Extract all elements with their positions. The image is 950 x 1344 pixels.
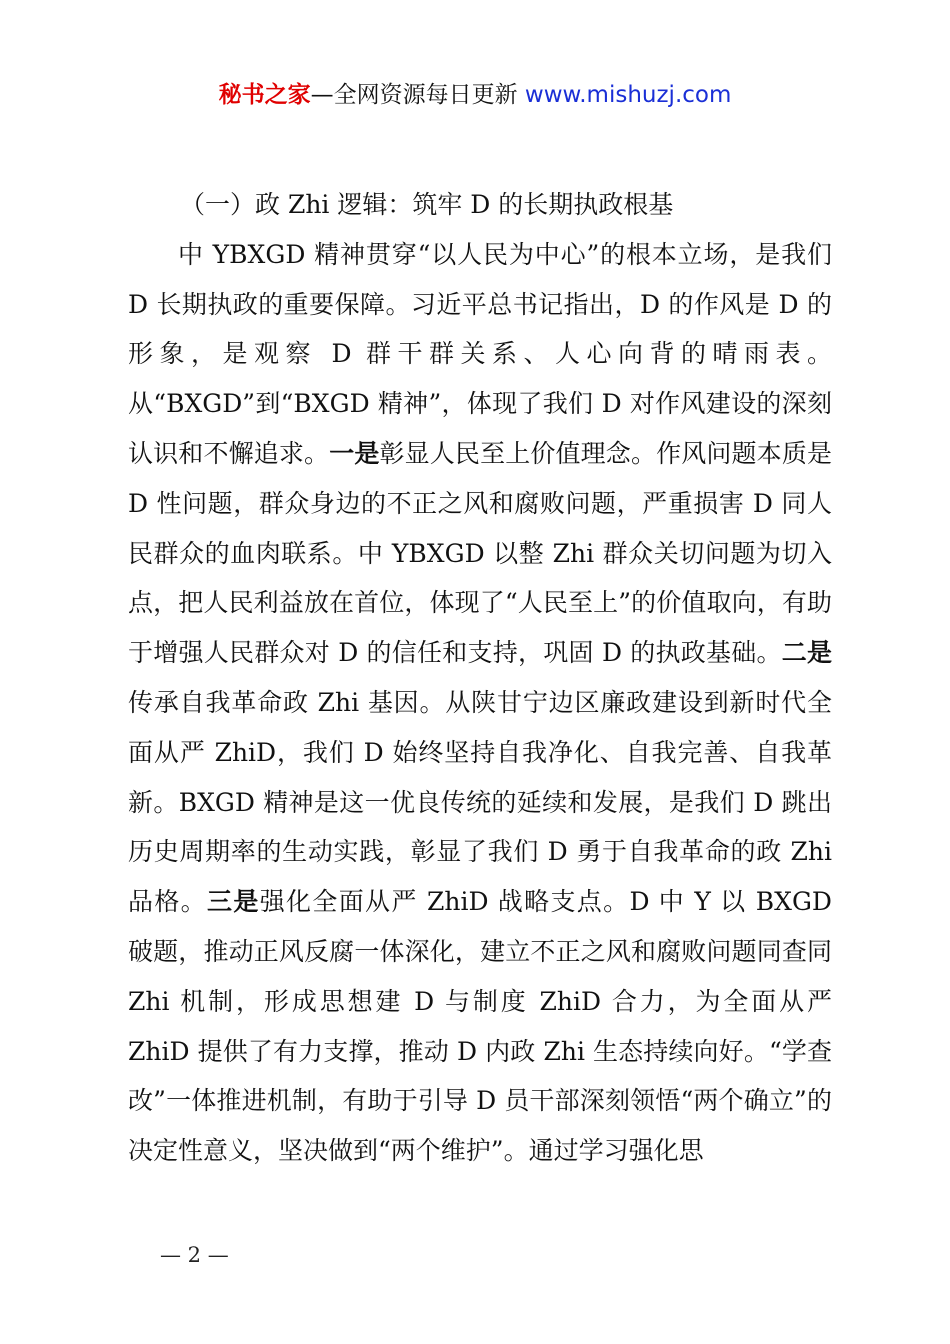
- brand-name: 秘书之家: [218, 82, 311, 108]
- paragraph-intro: 中 YBXGD 精神贯穿“以人民为中心”的根本立场，是我们 D 长期执政的重要保障。习近平总书记指出，D 的作风是 D 的形象，是观察 D 群干群关系、人心向背的晴雨表。从“BXGD”到“BXGD 精神”，体现了我们 D 对作风建设的深刻认识和不懈追求。: [128, 239, 832, 468]
- body-paragraph: [128, 230, 832, 1176]
- site-header: [0, 78, 950, 112]
- point-two-text: 传承自我革命政 Zhi 基因。从陕甘宁边区廉政建设到新时代全面从严 ZhiD，我们 D 始终坚持自我净化、自我完善、自我革新。BXGD 精神是这一优良传统的延续和发展，是我们 D 跳出历史周期率的生动实践，彰显了我们 D 勇于自我革命的政 Zhi 品格。: [128, 687, 832, 917]
- point-three-label: 三是: [207, 887, 260, 917]
- site-url[interactable]: www.mishuzj.com: [524, 82, 732, 108]
- document-body: [128, 180, 832, 1176]
- point-three-text: 强化全面从严 ZhiD 战略支点。D 中 Y 以 BXGD 破题，推动正风反腐一体深化，建立不正之风和腐败问题同查同 Zhi 机制，形成思想建 D 与制度 ZhiD 合力，为全面从严 ZhiD 提供了有力支撑，推动 D 内政 Zhi 生态持续向好。“学查改”一体推进机制，有助于引导 D 员干部深刻领悟“两个确立”的决定性意义，坚决做到“两个维护”。通过学习强化思: [128, 887, 832, 1166]
- point-one-label: 一是: [329, 438, 380, 468]
- header-tagline: —全网资源每日更新: [310, 82, 525, 108]
- point-two-label: 二是: [781, 638, 832, 668]
- page-number: — 2 —: [160, 1243, 229, 1267]
- section-heading: （一）政 Zhi 逻辑：筑牢 D 的长期执政根基: [180, 190, 674, 219]
- point-one-text: 彰显人民至上价值理念。作风问题本质是 D 性问题，群众身边的不正之风和腐败问题，严重损害 D 同人民群众的血肉联系。中 YBXGD 以整 Zhi 群众关切问题为切入点，把人民利益放在首位，体现了“人民至上”的价值取向，有助于增强人民群众对 D 的信任和支持，巩固 D 的执政基础。: [128, 438, 832, 668]
